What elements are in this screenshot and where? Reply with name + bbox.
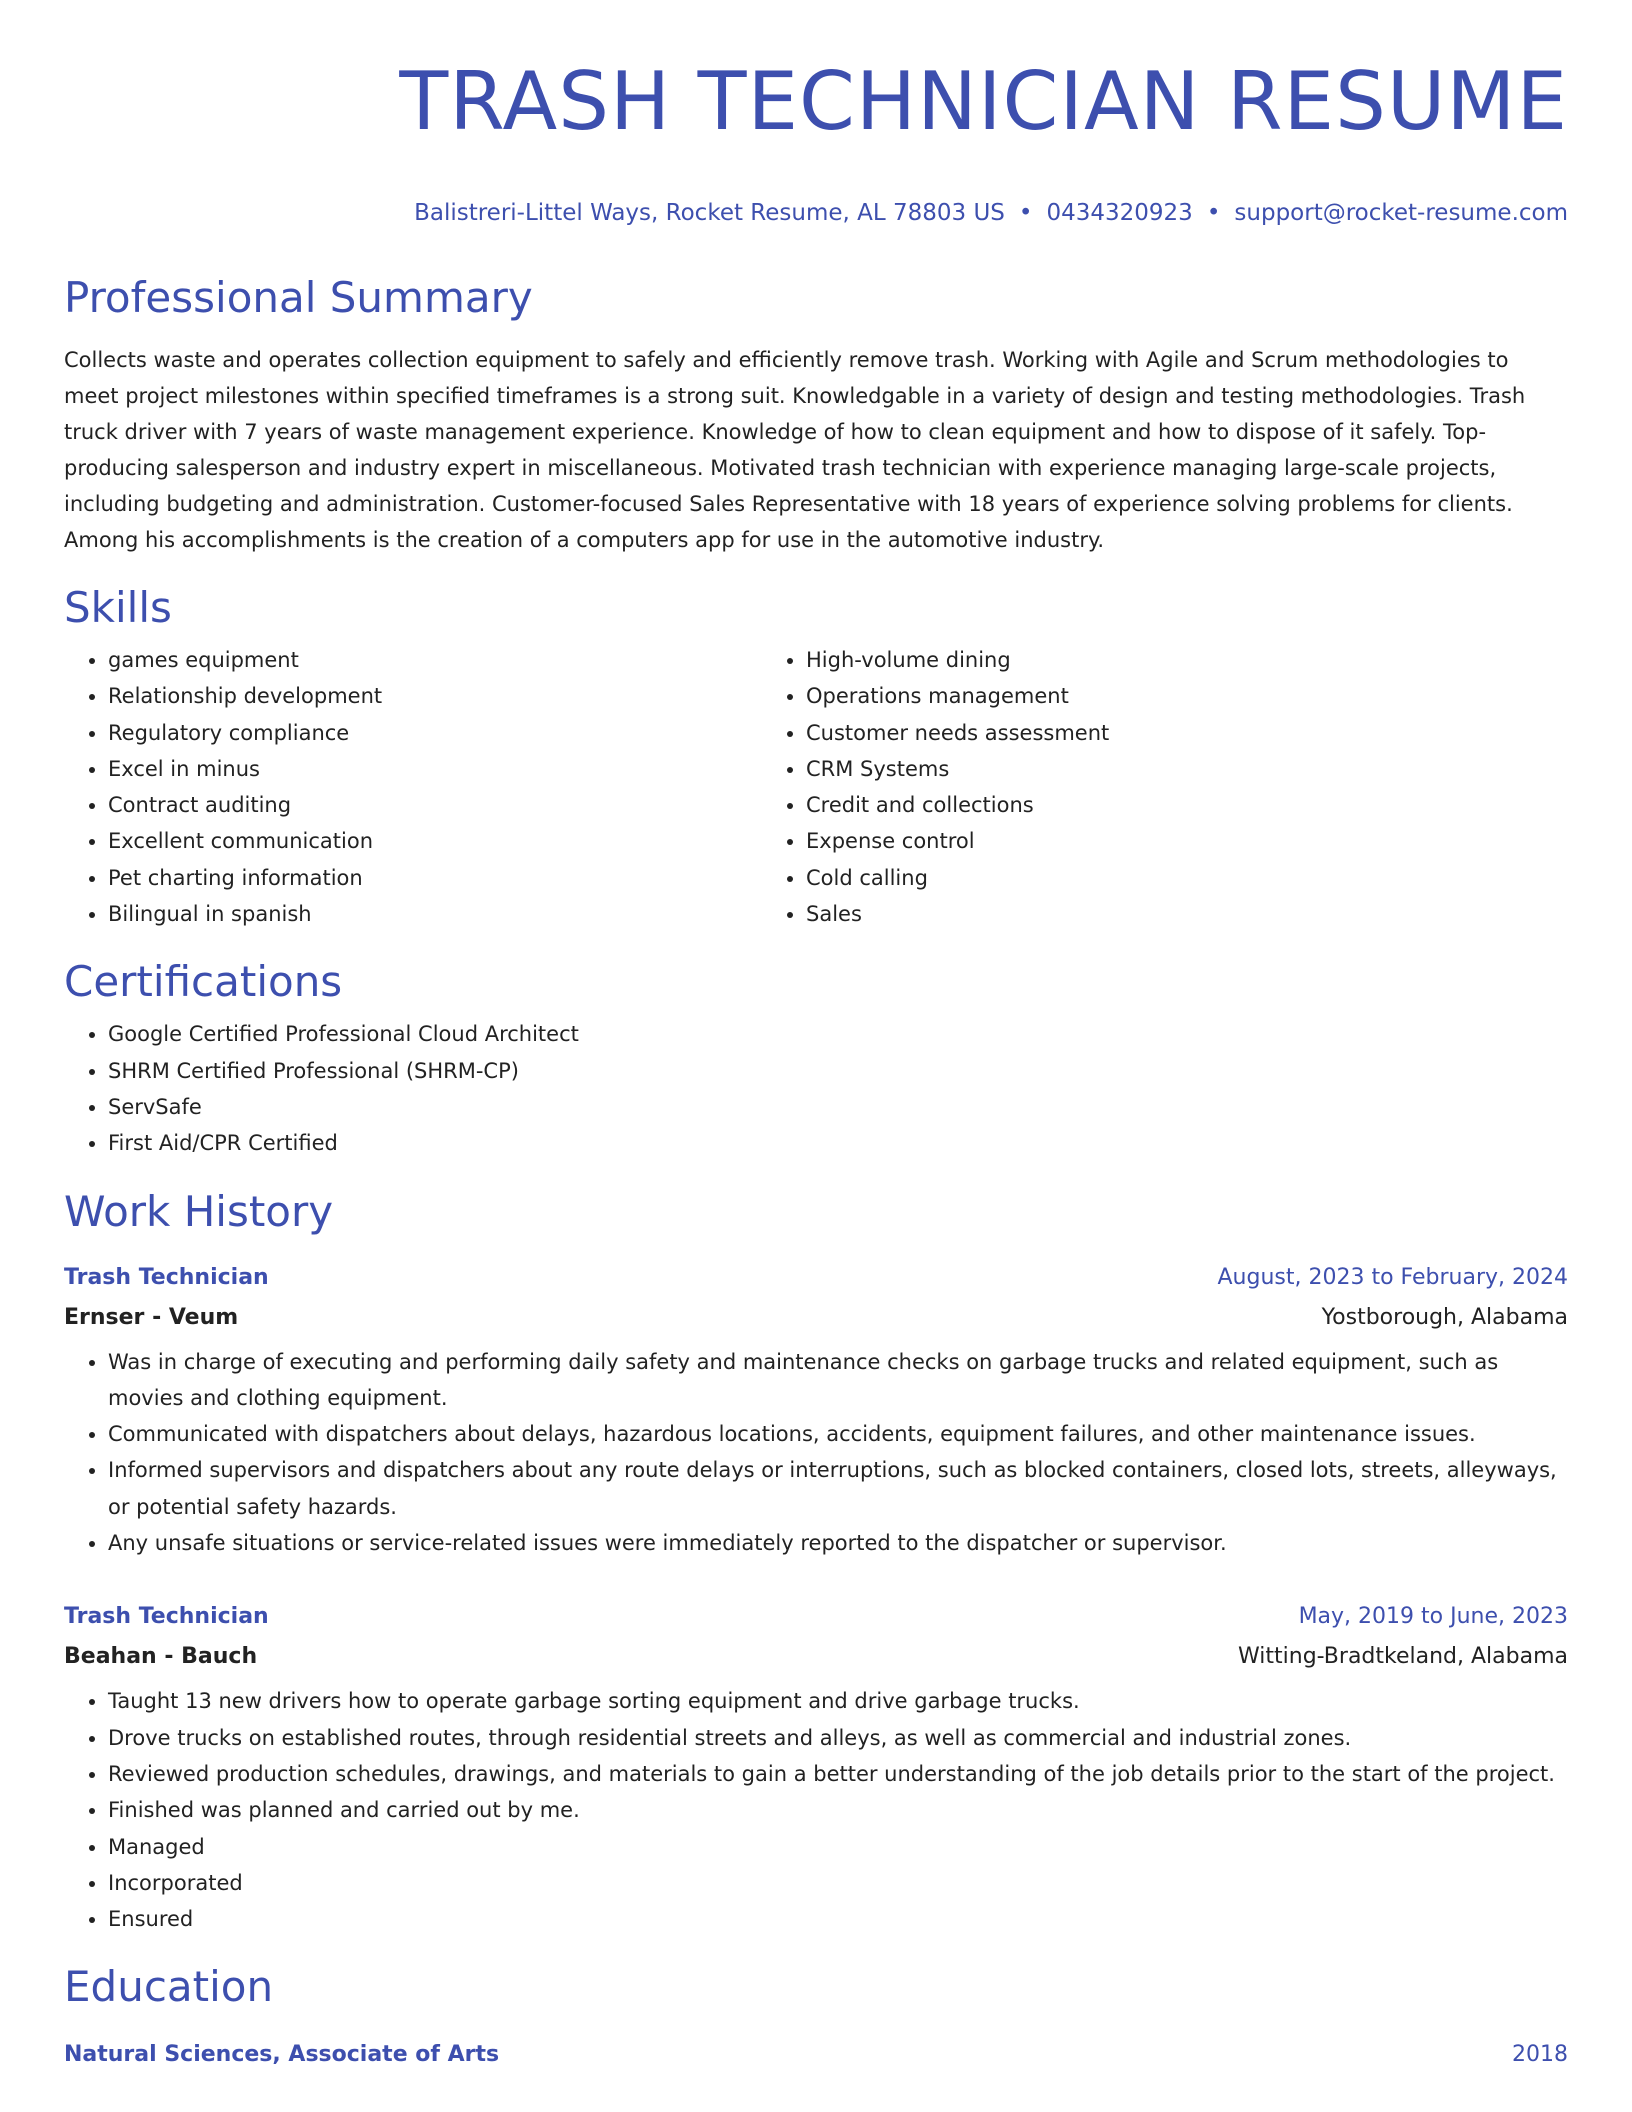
- skill-item: • Expense control: [806, 823, 1568, 859]
- job-duty: • Finished was planned and carried out by me.: [108, 1792, 1568, 1828]
- job-company: Ernser - Veum: [64, 1304, 239, 1330]
- skill-item: • Operations management: [806, 678, 1568, 714]
- skill-item: • Excel in minus: [108, 751, 762, 787]
- skill-item: • Sales: [806, 896, 1568, 932]
- job-location: Witting-Bradtkeland, Alabama: [1238, 1644, 1568, 1670]
- job-duty: • Was in charge of executing and performing daily safety and maintenance checks on garbage trucks and related equipment, such as movies and clothing equipment.: [108, 1344, 1568, 1417]
- certification-item: • ServSafe: [108, 1089, 1568, 1125]
- job-duty: • Drove trucks on established routes, through residential streets and alleys, as well as commercial and industrial zones.: [108, 1720, 1568, 1756]
- education-entry: [64, 2035, 1568, 2075]
- certification-item: • First Aid/CPR Certified: [108, 1125, 1568, 1161]
- certifications-heading: Certifications: [64, 957, 343, 1007]
- job-title: Trash Technician: [64, 1264, 269, 1290]
- skill-item: • Cold calling: [806, 860, 1568, 896]
- job-dates: May, 2019 to June, 2023: [1298, 1604, 1568, 1630]
- contact-phone: 0434320923: [1046, 200, 1193, 226]
- job-duties: [64, 1344, 1568, 1562]
- skill-item: • High-volume dining: [806, 642, 1568, 678]
- skill-item: • CRM Systems: [806, 751, 1568, 787]
- job-company: Beahan - Bauch: [64, 1644, 258, 1670]
- job-duty: • Reviewed production schedules, drawings, and materials to gain a better understanding of the job details prior to the start of the project.: [108, 1756, 1568, 1792]
- education-year: 2018: [1512, 2042, 1568, 2068]
- resume-title: TRASH TECHNICIAN RESUME: [399, 55, 1568, 148]
- job-duty: • Ensured: [108, 1901, 1568, 1937]
- skill-item: • Customer needs assessment: [806, 715, 1568, 751]
- job-subheader: [64, 1637, 1568, 1677]
- certification-item: • Google Certified Professional Cloud Architect: [108, 1016, 1568, 1052]
- job-entry: [64, 1258, 1568, 1562]
- skill-item: • Bilingual in spanish: [108, 896, 762, 932]
- work-history-heading: Work History: [64, 1186, 334, 1236]
- contact-line: [64, 198, 1568, 228]
- summary-heading: Professional Summary: [64, 273, 533, 322]
- job-header: [64, 1597, 1568, 1637]
- resume-page: [64, 0, 1568, 2075]
- skill-item: • Credit and collections: [806, 787, 1568, 823]
- job-spacer: [64, 1561, 1568, 1597]
- skill-item: • Relationship development: [108, 678, 762, 714]
- skill-item: • games equipment: [108, 642, 762, 678]
- job-duty: • Incorporated: [108, 1865, 1568, 1901]
- job-duties: [64, 1683, 1568, 1937]
- job-dates: August, 2023 to February, 2024: [1217, 1264, 1568, 1290]
- skills-columns: [64, 642, 1568, 932]
- skill-item: • Pet charting information: [108, 860, 762, 896]
- certifications-list: [64, 1016, 1568, 1161]
- skills-list-right: [762, 642, 1568, 932]
- job-header: [64, 1258, 1568, 1298]
- job-location: Yostborough, Alabama: [1321, 1304, 1568, 1330]
- contact-address: Balistreri-Littel Ways, Rocket Resume, AL 78803 US: [414, 200, 1005, 226]
- job-duty: • Informed supervisors and dispatchers about any route delays or interruptions, such as blocked containers, closed lots, streets, alleyways, or potential safety hazards.: [108, 1452, 1568, 1525]
- job-duty: • Any unsafe situations or service-related issues were immediately reported to the dispatcher or supervisor.: [108, 1525, 1568, 1561]
- contact-email: support@rocket-resume.com: [1234, 200, 1568, 226]
- job-subheader: [64, 1298, 1568, 1338]
- education-degree: Natural Sciences, Associate of Arts: [64, 2042, 500, 2068]
- certification-item: • SHRM Certified Professional (SHRM-CP): [108, 1053, 1568, 1089]
- job-duty: • Communicated with dispatchers about delays, hazardous locations, accidents, equipment failures, and other maintenance issues.: [108, 1416, 1568, 1452]
- skill-item: • Excellent communication: [108, 823, 762, 859]
- skills-heading: Skills: [64, 583, 172, 632]
- job-entry: [64, 1597, 1568, 1937]
- summary-text: Collects waste and operates collection equipment to safely and efficiently remove trash. Working with Agile and Scrum methodologies to meet project milestones within specified timeframes is a strong suit. Knowledgable in a variety of design and testing methodologies. Trash truck driver with 7 years of waste management experience. Knowledge of how to clean equipment and how to dispose of it safely. Top-producing salesperson and industry expert in miscellaneous. Motivated trash technician with experience managing large-scale projects, including budgeting and administration. Customer-focused Sales Representative with 18 years of experience solving problems for clients. Among his accomplishments is the creation of a computers app for use in the automotive industry.: [64, 348, 1526, 552]
- education-heading: Education: [64, 1962, 274, 2012]
- skill-item: • Regulatory compliance: [108, 715, 762, 751]
- contact-separator: •: [1018, 200, 1033, 226]
- job-duty: • Taught 13 new drivers how to operate garbage sorting equipment and drive garbage trucks.: [108, 1683, 1568, 1719]
- job-title: Trash Technician: [64, 1604, 269, 1630]
- skill-item: • Contract auditing: [108, 787, 762, 823]
- contact-separator: •: [1206, 200, 1221, 226]
- skills-list-left: [64, 642, 762, 932]
- job-duty: • Managed: [108, 1829, 1568, 1865]
